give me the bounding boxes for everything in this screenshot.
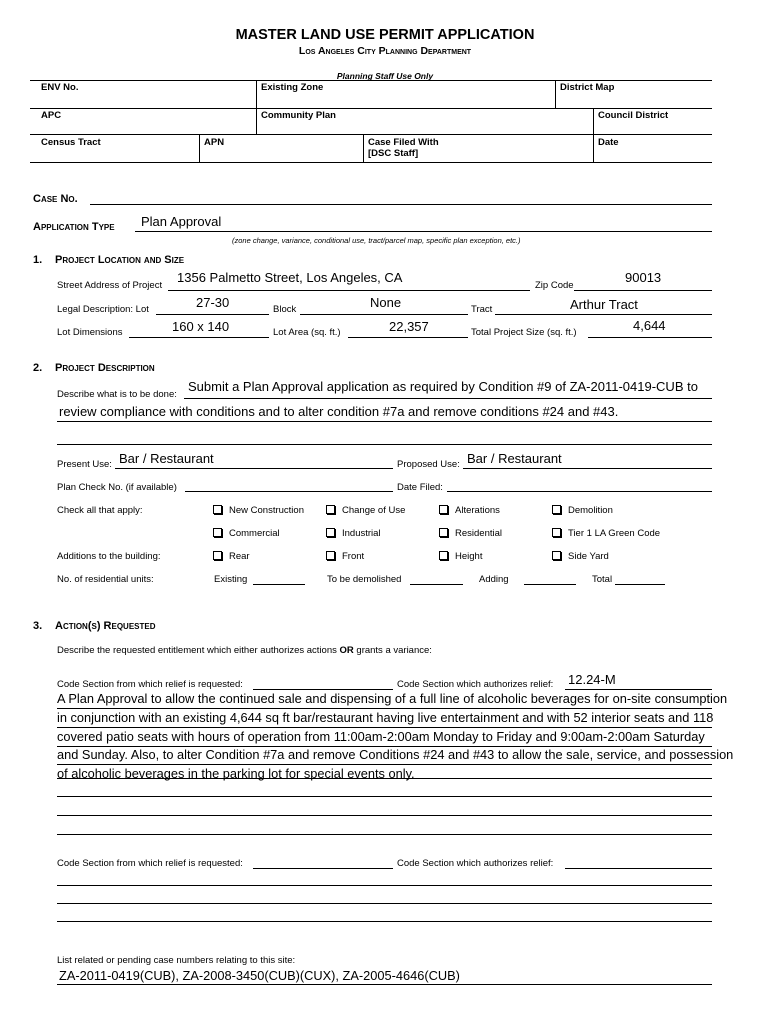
- checkbox-icon: [213, 528, 222, 537]
- street-address-label: Street Address of Project: [57, 280, 163, 291]
- total-size-label: Total Project Size (sq. ft.): [471, 327, 577, 338]
- related-cases-label: List related or pending case numbers relating to this site:: [57, 955, 296, 966]
- checkbox-rear[interactable]: Rear: [213, 551, 250, 562]
- council-district-label: Council District: [598, 110, 669, 121]
- application-type-label: Application Type: [33, 221, 115, 233]
- request-rule-5: [57, 778, 712, 779]
- checkbox-icon: [439, 505, 448, 514]
- describe-line-1[interactable]: Submit a Plan Approval application as required by Condition #9 of ZA-2011-0419-CUB to: [188, 379, 698, 394]
- request-rule-2: [57, 727, 712, 728]
- checkbox-change-of-use[interactable]: Change of Use: [326, 505, 405, 516]
- checkbox-icon: [326, 528, 335, 537]
- application-type-hint: (zone change, variance, conditional use, tract/parcel map, specific plan exception, etc.): [232, 236, 521, 245]
- section-3-title: Action(s) Requested: [55, 620, 156, 632]
- describe-line-3-rule: [57, 444, 712, 445]
- checkbox-icon: [439, 551, 448, 560]
- application-type-value[interactable]: Plan Approval: [141, 214, 222, 229]
- section-2-number: 2.: [33, 362, 43, 374]
- block-label: Block: [273, 304, 297, 315]
- total-size-line: [588, 337, 712, 338]
- department-subtitle: Los Angeles City Planning Department: [298, 45, 472, 57]
- tract-value[interactable]: Arthur Tract: [570, 297, 638, 312]
- request-rule-10: [57, 903, 712, 904]
- request-rule-4: [57, 764, 712, 765]
- checkbox-icon: [439, 528, 448, 537]
- describe-line-1-rule: [184, 398, 712, 399]
- district-map-label: District Map: [560, 82, 615, 93]
- case-no-label: Case No.: [33, 193, 78, 205]
- request-rule-11: [57, 921, 712, 922]
- checkbox-icon: [326, 505, 335, 514]
- lot-dimensions-label: Lot Dimensions: [57, 327, 123, 338]
- code-auth-field-2[interactable]: [565, 868, 712, 869]
- community-plan-label: Community Plan: [261, 110, 336, 121]
- proposed-use-line: [463, 468, 712, 469]
- units-total-label: Total: [592, 574, 613, 585]
- request-rule-8: [57, 834, 712, 835]
- checkbox-commercial[interactable]: Commercial: [213, 528, 280, 539]
- street-address-line: [168, 290, 530, 291]
- code-from-field[interactable]: [253, 689, 393, 690]
- checkbox-tier1-green-code[interactable]: Tier 1 LA Green Code: [552, 528, 660, 539]
- tract-line: [495, 314, 712, 315]
- date-filed-field[interactable]: [447, 491, 712, 492]
- request-line-2[interactable]: in conjunction with an existing 4,644 sq ft bar/restaurant having live entertainment and with 52 interior seats and 118: [57, 710, 714, 725]
- existing-zone-label: Existing Zone: [261, 82, 324, 93]
- proposed-use-label: Proposed Use:: [397, 459, 460, 470]
- lot-area-value[interactable]: 22,357: [389, 319, 429, 334]
- code-auth-line: [565, 689, 712, 690]
- residential-units-label: No. of residential units:: [57, 574, 154, 585]
- staff-use-label: Planning Staff Use Only: [336, 71, 434, 81]
- dsc-staff-label: [DSC Staff]: [368, 148, 419, 159]
- units-demolished-label: To be demolished: [327, 574, 402, 585]
- block-line: [300, 314, 468, 315]
- describe-line-2-rule: [57, 421, 712, 422]
- checkbox-icon: [213, 505, 222, 514]
- request-line-1[interactable]: A Plan Approval to allow the continued sale and dispensing of a full line of alcoholic beverages for on-site consumption: [57, 691, 728, 706]
- related-cases-line: [57, 984, 712, 985]
- lot-value[interactable]: 27-30: [196, 295, 230, 310]
- block-value[interactable]: None: [370, 295, 402, 310]
- code-auth-value[interactable]: 12.24-M: [568, 672, 616, 687]
- request-rule-6: [57, 796, 712, 797]
- checkbox-icon: [552, 505, 561, 514]
- units-total-field[interactable]: [615, 584, 665, 585]
- section-3-number: 3.: [33, 620, 43, 632]
- section-1-number: 1.: [33, 254, 43, 266]
- code-from-label-2: Code Section from which relief is requested:: [57, 858, 243, 869]
- units-existing-label: Existing: [214, 574, 248, 585]
- request-line-3[interactable]: covered patio seats with hours of operation from 11:00am-2:00am Monday to Friday and 9:00am-2:00am Saturday: [57, 729, 705, 744]
- lot-dimensions-line: [129, 337, 269, 338]
- checkbox-icon: [213, 551, 222, 560]
- request-line-5[interactable]: of alcoholic beverages in the parking lot for special events only.: [57, 766, 415, 781]
- section-1-heading: [33, 254, 184, 266]
- units-adding-field[interactable]: [524, 584, 576, 585]
- plan-check-label: Plan Check No. (if available): [57, 482, 177, 493]
- describe-line-2[interactable]: review compliance with conditions and to alter condition #7a and remove conditions #24 and #43.: [59, 404, 619, 419]
- checkbox-side-yard[interactable]: Side Yard: [552, 551, 609, 562]
- lot-line: [156, 314, 269, 315]
- proposed-use-value[interactable]: Bar / Restaurant: [467, 451, 562, 466]
- units-existing-field[interactable]: [253, 584, 305, 585]
- date-label: Date: [598, 137, 619, 148]
- additions-label: Additions to the building:: [57, 551, 161, 562]
- code-from-field-2[interactable]: [253, 868, 393, 869]
- checkbox-industrial[interactable]: Industrial: [326, 528, 381, 539]
- check-all-label: Check all that apply:: [57, 505, 143, 516]
- zip-code-value[interactable]: 90013: [625, 270, 662, 285]
- checkbox-icon: [552, 528, 561, 537]
- street-address-value[interactable]: 1356 Palmetto Street, Los Angeles, CA: [177, 270, 403, 285]
- present-use-value[interactable]: Bar / Restaurant: [119, 451, 214, 466]
- case-no-field[interactable]: [90, 204, 712, 205]
- code-auth-label-2: Code Section which authorizes relief:: [397, 858, 554, 869]
- request-line-4[interactable]: and Sunday. Also, to alter Condition #7a and remove Conditions #24 and #43 to allow the sale, service, and possession: [57, 747, 734, 762]
- env-no-label: ENV No.: [41, 82, 79, 93]
- code-from-label: Code Section from which relief is requested:: [57, 679, 243, 690]
- units-demolished-field[interactable]: [410, 584, 463, 585]
- request-rule-7: [57, 815, 712, 816]
- checkbox-alterations[interactable]: Alterations: [439, 505, 500, 516]
- apc-label: APC: [41, 110, 62, 121]
- checkbox-residential[interactable]: Residential: [439, 528, 502, 539]
- checkbox-height[interactable]: Height: [439, 551, 482, 562]
- present-use-line: [115, 468, 393, 469]
- zip-code-line: [574, 290, 712, 291]
- legal-lot-label: Legal Description: Lot: [57, 304, 149, 315]
- checkbox-icon: [552, 551, 561, 560]
- plan-check-field[interactable]: [185, 491, 393, 492]
- present-use-label: Present Use:: [57, 459, 112, 470]
- tract-label: Tract: [471, 304, 493, 315]
- total-size-value[interactable]: 4,644: [633, 318, 666, 333]
- lot-area-line: [348, 337, 468, 338]
- case-filed-with-label: Case Filed With: [368, 137, 439, 148]
- section-3-heading: [33, 620, 156, 632]
- request-rule-9: [57, 885, 712, 886]
- checkbox-front[interactable]: Front: [326, 551, 364, 562]
- section-2-title: Project Description: [55, 362, 155, 374]
- application-type-line: [135, 231, 712, 232]
- section-2-heading: [33, 362, 155, 374]
- zip-code-label: Zip Code: [535, 280, 574, 291]
- section-1-title: Project Location and Size: [55, 254, 185, 266]
- request-rule-1: [57, 708, 712, 709]
- lot-area-label: Lot Area (sq. ft.): [273, 327, 341, 338]
- checkbox-icon: [326, 551, 335, 560]
- census-tract-label: Census Tract: [41, 137, 101, 148]
- form-title: MASTER LAND USE PERMIT APPLICATION: [235, 27, 535, 43]
- date-filed-label: Date Filed:: [397, 482, 443, 493]
- describe-label: Describe what is to be done:: [57, 389, 177, 400]
- checkbox-new-construction[interactable]: New Construction: [213, 505, 304, 516]
- units-adding-label: Adding: [479, 574, 509, 585]
- code-auth-label: Code Section which authorizes relief:: [397, 679, 554, 690]
- related-cases-value[interactable]: ZA-2011-0419(CUB), ZA-2008-3450(CUB)(CUX), ZA-2005-4646(CUB): [59, 968, 460, 983]
- checkbox-demolition[interactable]: Demolition: [552, 505, 613, 516]
- apn-label: APN: [204, 137, 225, 148]
- describe-entitlement-label: Describe the requested entitlement which either authorizes actions OR grants a variance:: [57, 645, 432, 656]
- lot-dimensions-value[interactable]: 160 x 140: [172, 319, 230, 334]
